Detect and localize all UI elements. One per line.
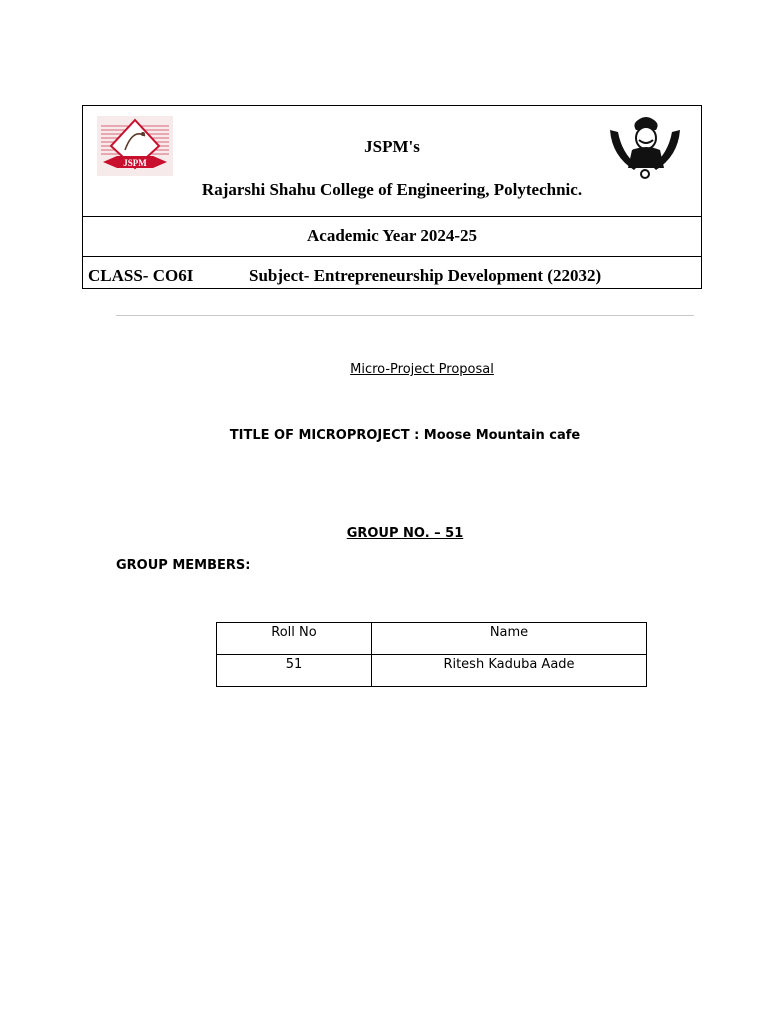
column-header-name: Name [372, 623, 647, 655]
subject-label: Subject- Entrepreneurship Development (22032) [249, 266, 602, 285]
shahu-maharaj-emblem-icon [608, 116, 682, 180]
cell-name: Ritesh Kaduba Aade [372, 655, 647, 687]
college-name: Rajarshi Shahu College of Engineering, Polytechnic. [201, 180, 583, 199]
class-subject-row [83, 256, 701, 290]
cell-roll-no: 51 [217, 655, 372, 687]
microproject-title: TITLE OF MICROPROJECT : Moose Mountain cafe [229, 428, 581, 443]
header-box [82, 105, 702, 289]
svg-text:JSPM: JSPM [123, 158, 147, 168]
academic-year-row [83, 216, 701, 257]
group-number: GROUP NO. – 51 [346, 526, 464, 541]
proposal-heading: Micro-Project Proposal [350, 362, 494, 377]
table-row [217, 655, 647, 687]
members-table [216, 622, 647, 687]
org-name: JSPM's [364, 137, 420, 156]
class-label: CLASS- CO6I [88, 266, 194, 285]
header-title-row [83, 106, 701, 217]
academic-year: Academic Year 2024-25 [307, 226, 477, 245]
group-members-label: GROUP MEMBERS: [116, 558, 251, 573]
column-header-roll-no: Roll No [217, 623, 372, 655]
table-header-row [217, 623, 647, 655]
divider-line [116, 315, 694, 316]
